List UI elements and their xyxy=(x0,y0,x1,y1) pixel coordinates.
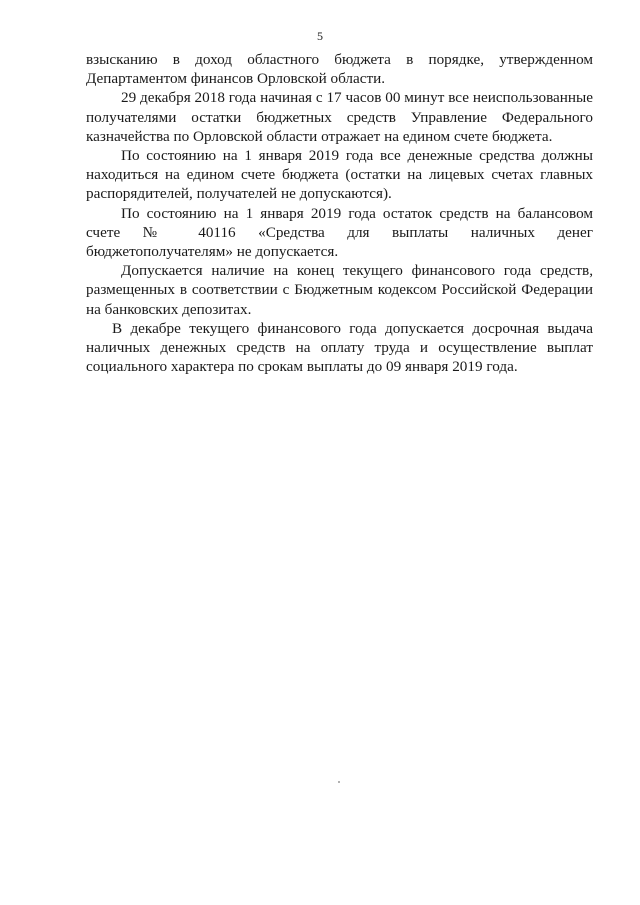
scan-speck xyxy=(338,781,340,783)
page-number: 5 xyxy=(317,29,323,43)
paragraph-continuation: взысканию в доход областного бюджета в порядке, утвержденном Департаментом финансов Орловской области. xyxy=(86,51,593,88)
paragraph-bank-deposits: Допускается наличие на конец текущего финансового года средств, размещенных в соответствии с Бюджетным кодексом Российской Федерации на банковских депозитах. xyxy=(86,262,593,318)
paragraph-early-payments: В декабре текущего финансового года допускается досрочная выдача наличных денежных средств на оплату труда и осуществление выплат социального характера по срокам выплаты до 09 января 2019 года. xyxy=(86,319,593,376)
paragraph-treasury-balances: 29 декабря 2018 года начиная с 17 часов 00 минут все неиспользованные получателями остатки бюджетных средств Управление Федерального казначейства по Орловской области отражает на едином счете бюджета. xyxy=(86,89,593,145)
paragraph-funds-single-account: По состоянию на 1 января 2019 года все денежные средства должны находиться на едином счете бюджета (остатки на лицевых счетах главных распорядителей, получателей не допускаются). xyxy=(86,147,593,203)
paragraph-balance-account-40116: По состоянию на 1 января 2019 года остаток средств на балансовом счете № 40116 «Средства для выплаты наличных денег бюджетополучателям» не допускается. xyxy=(86,204,593,261)
document-body xyxy=(86,50,593,376)
